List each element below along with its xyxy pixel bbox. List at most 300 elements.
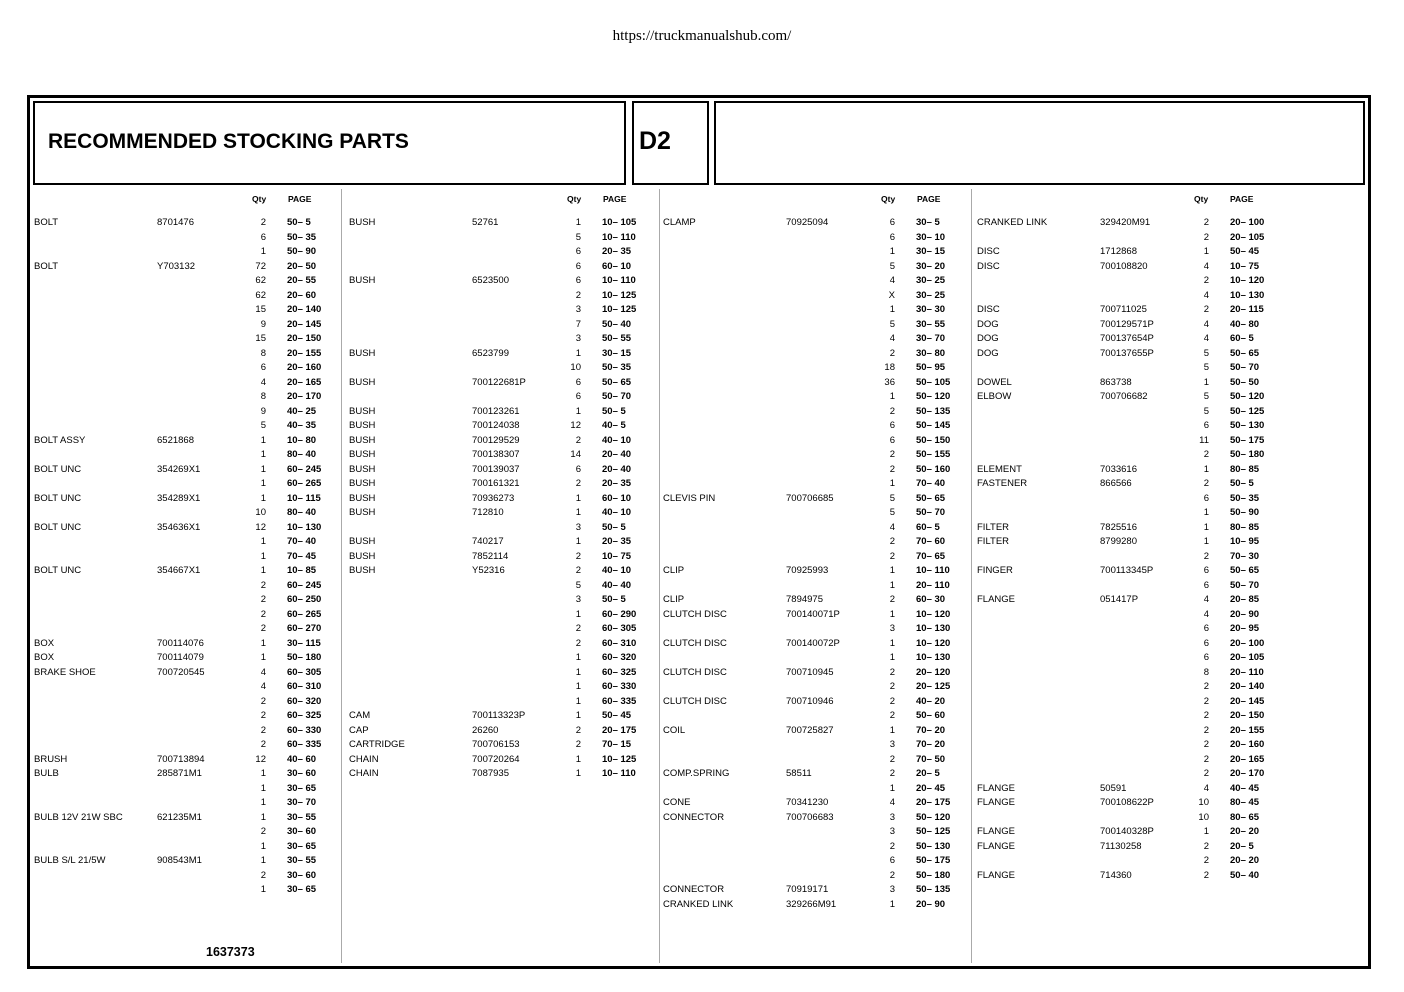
part-page-ref: 20– 40 bbox=[602, 463, 632, 475]
part-qty: 4 bbox=[1203, 782, 1209, 794]
part-page-ref: 50– 5 bbox=[602, 521, 626, 533]
part-page-ref: 20– 105 bbox=[1230, 231, 1265, 243]
part-page-ref: 60– 10 bbox=[602, 492, 632, 504]
part-description: DISC bbox=[977, 260, 1000, 272]
part-qty: 1 bbox=[575, 608, 581, 620]
part-description: BOLT UNC bbox=[34, 565, 82, 576]
part-page-ref: 20– 60 bbox=[287, 289, 317, 301]
part-number: 6521868 bbox=[157, 434, 194, 446]
part-description: FLANGE bbox=[977, 840, 1016, 852]
part-page-ref: 10– 95 bbox=[1230, 536, 1260, 547]
part-qty: 2 bbox=[1203, 710, 1209, 721]
part-qty: 8 bbox=[1203, 666, 1209, 678]
part-qty: 12 bbox=[570, 420, 581, 431]
part-number: 740217 bbox=[472, 536, 504, 547]
part-description: DISC bbox=[977, 246, 1000, 257]
part-page-ref: 50– 125 bbox=[1230, 405, 1265, 417]
part-page-ref: 20– 90 bbox=[1230, 608, 1260, 620]
part-qty: 2 bbox=[889, 550, 895, 562]
part-page-ref: 20– 150 bbox=[287, 333, 322, 344]
part-number: 7894975 bbox=[786, 594, 823, 605]
part-qty: 6 bbox=[1203, 652, 1209, 663]
part-page-ref: 20– 5 bbox=[916, 768, 940, 779]
part-qty: 8 bbox=[260, 391, 266, 402]
part-qty: 5 bbox=[889, 507, 895, 518]
part-page-ref: 30– 70 bbox=[287, 797, 317, 808]
part-qty: 1 bbox=[260, 550, 266, 562]
part-description: BOX bbox=[34, 637, 55, 649]
part-page-ref: 20– 95 bbox=[1230, 623, 1260, 634]
part-description: BUSH bbox=[349, 550, 376, 562]
part-description: FLANGE bbox=[977, 826, 1016, 837]
part-page-ref: 30– 15 bbox=[602, 347, 632, 359]
part-qty: 1 bbox=[1203, 826, 1209, 837]
part-page-ref: 10– 125 bbox=[602, 753, 637, 765]
part-page-ref: 10– 105 bbox=[602, 217, 637, 228]
qty-header: Qty bbox=[1194, 194, 1209, 204]
part-qty: 1 bbox=[260, 492, 266, 504]
part-page-ref: 50– 50 bbox=[1230, 376, 1260, 388]
part-qty: 6 bbox=[1203, 492, 1209, 504]
part-qty: 1 bbox=[575, 768, 581, 779]
part-qty: 2 bbox=[1203, 739, 1209, 750]
part-number: 700140328P bbox=[1100, 826, 1154, 837]
part-number: 712810 bbox=[472, 507, 504, 518]
part-description: BULB 12V 21W SBC bbox=[34, 811, 123, 823]
part-qty: 2 bbox=[260, 217, 266, 228]
part-qty: 3 bbox=[889, 811, 895, 823]
part-qty: 1 bbox=[260, 565, 266, 576]
part-page-ref: 60– 250 bbox=[287, 594, 322, 605]
part-page-ref: 20– 120 bbox=[916, 666, 951, 678]
part-number: 700140072P bbox=[786, 637, 840, 649]
column-divider bbox=[971, 189, 972, 963]
part-number: 700725827 bbox=[786, 724, 834, 736]
page-url[interactable]: https://truckmanualshub.com/ bbox=[612, 28, 792, 44]
part-page-ref: 20– 20 bbox=[1230, 855, 1260, 866]
part-number: 700114076 bbox=[157, 637, 204, 649]
part-number: 700137654P bbox=[1100, 333, 1154, 344]
part-number: 26260 bbox=[472, 724, 499, 736]
part-page-ref: 20– 175 bbox=[602, 724, 637, 736]
part-page-ref: 30– 65 bbox=[287, 840, 317, 852]
part-qty: 2 bbox=[1203, 768, 1209, 779]
part-number: 700711025 bbox=[1100, 304, 1147, 315]
part-number: 70936273 bbox=[472, 492, 515, 504]
part-description: COIL bbox=[663, 724, 686, 736]
part-description: CLUTCH DISC bbox=[663, 666, 727, 678]
part-page-ref: 50– 40 bbox=[1230, 869, 1260, 881]
part-number: Y52316 bbox=[472, 565, 505, 576]
part-number: 8799280 bbox=[1100, 536, 1137, 547]
part-description: BUSH bbox=[349, 463, 376, 475]
part-qty: 1 bbox=[889, 565, 895, 576]
part-qty: 14 bbox=[570, 449, 581, 460]
part-qty: 10 bbox=[1198, 797, 1209, 808]
part-page-ref: 60– 245 bbox=[287, 463, 322, 475]
part-qty: 2 bbox=[260, 623, 266, 634]
part-qty: 1 bbox=[575, 652, 581, 663]
part-page-ref: 20– 145 bbox=[287, 318, 322, 330]
part-description: BUSH bbox=[349, 478, 376, 489]
part-page-ref: 50– 5 bbox=[1230, 478, 1254, 489]
part-qty: 2 bbox=[1203, 449, 1209, 460]
part-qty: 1 bbox=[260, 434, 266, 446]
part-qty: 2 bbox=[260, 739, 266, 750]
part-qty: 6 bbox=[1203, 623, 1209, 634]
part-page-ref: 60– 305 bbox=[287, 666, 322, 678]
part-qty: 62 bbox=[255, 289, 266, 301]
part-qty: 5 bbox=[889, 318, 895, 330]
part-qty: 1 bbox=[260, 652, 266, 663]
part-description: ELBOW bbox=[977, 391, 1012, 402]
part-description: FLANGE bbox=[977, 594, 1016, 605]
part-description: BOLT UNC bbox=[34, 463, 82, 475]
part-qty: 2 bbox=[1203, 231, 1209, 243]
part-page-ref: 20– 140 bbox=[287, 304, 322, 315]
part-qty: 2 bbox=[575, 550, 581, 562]
part-page-ref: 20– 90 bbox=[916, 898, 946, 910]
part-qty: 2 bbox=[260, 579, 266, 591]
part-number: 58511 bbox=[786, 768, 812, 779]
part-page-ref: 50– 65 bbox=[602, 376, 632, 388]
part-page-ref: 10– 75 bbox=[1230, 260, 1260, 272]
part-page-ref: 50– 70 bbox=[602, 391, 632, 402]
page-title: RECOMMENDED STOCKING PARTS bbox=[48, 130, 409, 153]
part-qty: 5 bbox=[889, 260, 895, 272]
part-qty: 1 bbox=[260, 246, 266, 257]
part-page-ref: 20– 35 bbox=[602, 246, 632, 257]
part-qty: 1 bbox=[260, 840, 266, 852]
part-page-ref: 50– 155 bbox=[916, 449, 951, 460]
part-page-ref: 20– 165 bbox=[1230, 753, 1265, 765]
column-divider bbox=[659, 189, 660, 963]
part-number: 700114079 bbox=[157, 652, 204, 663]
part-number: 621235M1 bbox=[157, 811, 202, 823]
part-qty: 9 bbox=[260, 405, 266, 417]
part-page-ref: 50– 65 bbox=[1230, 565, 1260, 576]
part-page-ref: 50– 90 bbox=[287, 246, 317, 257]
part-qty: 2 bbox=[889, 405, 895, 417]
part-qty: 2 bbox=[260, 710, 266, 721]
part-page-ref: 30– 55 bbox=[287, 855, 317, 866]
part-qty: 1 bbox=[889, 246, 895, 257]
part-page-ref: 10– 130 bbox=[287, 521, 322, 533]
part-number: 700123261 bbox=[472, 405, 520, 417]
part-page-ref: 20– 105 bbox=[1230, 652, 1265, 663]
part-qty: 1 bbox=[889, 391, 895, 402]
part-number: 700140071P bbox=[786, 608, 840, 620]
part-qty: 4 bbox=[1203, 289, 1209, 301]
part-page-ref: 70– 20 bbox=[916, 724, 946, 736]
part-qty: 1 bbox=[260, 478, 266, 489]
part-qty: 1 bbox=[260, 536, 266, 547]
part-number: 700122681P bbox=[472, 376, 526, 388]
part-qty: 2 bbox=[575, 739, 581, 750]
part-description: BOLT UNC bbox=[34, 521, 82, 533]
part-description: BOLT bbox=[34, 260, 59, 272]
part-description: CARTRIDGE bbox=[349, 739, 405, 750]
part-qty: 5 bbox=[1203, 362, 1209, 373]
part-description: CRANKED LINK bbox=[663, 898, 734, 910]
part-qty: 2 bbox=[1203, 681, 1209, 692]
part-description: BUSH bbox=[349, 536, 376, 547]
part-page-ref: 20– 45 bbox=[916, 782, 946, 794]
part-page-ref: 20– 115 bbox=[1230, 304, 1264, 315]
part-description: FLANGE bbox=[977, 782, 1016, 794]
part-qty: 15 bbox=[255, 333, 266, 344]
part-qty: 10 bbox=[570, 362, 581, 373]
part-page-ref: 20– 35 bbox=[602, 478, 632, 489]
document-number: 1637373 bbox=[206, 945, 255, 959]
part-number: 700710945 bbox=[786, 666, 834, 678]
part-qty: 4 bbox=[1203, 594, 1209, 605]
part-page-ref: 30– 15 bbox=[916, 246, 946, 257]
part-page-ref: 50– 180 bbox=[916, 869, 951, 881]
part-number: 700108622P bbox=[1100, 797, 1154, 808]
part-page-ref: 20– 175 bbox=[916, 797, 951, 808]
part-page-ref: 50– 125 bbox=[916, 826, 951, 837]
part-page-ref: 40– 10 bbox=[602, 507, 632, 518]
part-number: 700720264 bbox=[472, 753, 520, 765]
part-qty: 1 bbox=[1203, 536, 1209, 547]
part-page-ref: 50– 5 bbox=[287, 217, 311, 228]
part-qty: 1 bbox=[889, 637, 895, 649]
part-qty: 2 bbox=[1203, 304, 1209, 315]
part-qty: 8 bbox=[260, 347, 266, 359]
part-qty: 2 bbox=[889, 840, 895, 852]
part-page-ref: 80– 40 bbox=[287, 449, 317, 460]
part-page-ref: 20– 140 bbox=[1230, 681, 1265, 692]
part-qty: 4 bbox=[889, 797, 895, 808]
part-page-ref: 50– 145 bbox=[916, 420, 951, 431]
part-page-ref: 50– 105 bbox=[916, 376, 951, 388]
part-page-ref: 70– 15 bbox=[602, 739, 632, 750]
part-number: 863738 bbox=[1100, 376, 1132, 388]
part-page-ref: 20– 160 bbox=[287, 362, 322, 373]
part-page-ref: 10– 85 bbox=[287, 565, 317, 576]
part-page-ref: 20– 170 bbox=[287, 391, 322, 402]
part-description: FINGER bbox=[977, 565, 1013, 576]
qty-header: Qty bbox=[252, 194, 267, 204]
column-divider bbox=[341, 189, 342, 963]
part-page-ref: 30– 30 bbox=[916, 304, 946, 315]
part-qty: 1 bbox=[889, 478, 895, 489]
part-page-ref: 50– 40 bbox=[602, 318, 632, 330]
part-page-ref: 50– 130 bbox=[916, 840, 951, 852]
part-qty: 11 bbox=[1199, 434, 1209, 446]
part-page-ref: 20– 145 bbox=[1230, 695, 1265, 707]
part-page-ref: 50– 65 bbox=[1230, 347, 1260, 359]
part-page-ref: 50– 70 bbox=[1230, 579, 1260, 591]
part-qty: 3 bbox=[889, 826, 895, 837]
part-page-ref: 50– 95 bbox=[916, 362, 946, 373]
part-qty: 5 bbox=[1203, 405, 1209, 417]
part-description: BRAKE SHOE bbox=[34, 666, 96, 678]
part-qty: 10 bbox=[255, 507, 266, 518]
part-description: CLUTCH DISC bbox=[663, 695, 727, 707]
part-qty: 2 bbox=[575, 637, 581, 649]
part-page-ref: 60– 320 bbox=[287, 695, 322, 707]
part-page-ref: 20– 85 bbox=[1230, 594, 1260, 605]
part-description: BUSH bbox=[349, 376, 376, 388]
page-header: PAGE bbox=[288, 194, 312, 204]
part-qty: 2 bbox=[260, 826, 266, 837]
part-page-ref: 40– 25 bbox=[287, 405, 317, 417]
part-page-ref: 60– 10 bbox=[602, 260, 632, 272]
part-page-ref: 50– 160 bbox=[916, 463, 951, 475]
page-header: PAGE bbox=[917, 194, 941, 204]
part-page-ref: 20– 165 bbox=[287, 376, 322, 388]
part-page-ref: 50– 5 bbox=[602, 405, 626, 417]
part-page-ref: 60– 330 bbox=[602, 681, 637, 692]
part-description: CLIP bbox=[663, 594, 685, 605]
part-qty: 6 bbox=[889, 231, 895, 243]
part-qty: 6 bbox=[889, 420, 895, 431]
part-number: 700706153 bbox=[472, 739, 520, 750]
part-qty: 5 bbox=[1203, 347, 1209, 359]
part-number: 7852114 bbox=[472, 550, 509, 562]
part-page-ref: 20– 155 bbox=[287, 347, 322, 359]
part-qty: 1 bbox=[575, 681, 581, 692]
part-page-ref: 30– 70 bbox=[916, 333, 946, 344]
part-page-ref: 50– 5 bbox=[602, 594, 626, 605]
part-page-ref: 60– 320 bbox=[602, 652, 637, 663]
part-number: 354289X1 bbox=[157, 492, 201, 504]
part-page-ref: 30– 60 bbox=[287, 768, 317, 779]
part-page-ref: 60– 310 bbox=[287, 681, 322, 692]
part-qty: 2 bbox=[1203, 478, 1209, 489]
part-description: CLUTCH DISC bbox=[663, 608, 727, 620]
part-qty: 15 bbox=[255, 304, 266, 315]
page-header: PAGE bbox=[603, 194, 627, 204]
part-qty: 6 bbox=[889, 217, 895, 228]
part-qty: X bbox=[888, 289, 895, 301]
part-page-ref: 70– 20 bbox=[916, 739, 946, 750]
part-page-ref: 10– 115 bbox=[287, 492, 321, 504]
part-page-ref: 50– 35 bbox=[602, 362, 632, 373]
part-qty: 2 bbox=[575, 724, 581, 736]
part-number: 1712868 bbox=[1100, 246, 1137, 257]
part-number: 700124038 bbox=[472, 420, 520, 431]
part-qty: 4 bbox=[260, 376, 266, 388]
part-description: FLANGE bbox=[977, 869, 1016, 881]
part-page-ref: 50– 35 bbox=[287, 231, 317, 243]
part-description: BRUSH bbox=[34, 753, 68, 765]
part-description: CONNECTOR bbox=[663, 884, 725, 895]
part-page-ref: 30– 115 bbox=[287, 637, 321, 649]
part-page-ref: 60– 290 bbox=[602, 608, 637, 620]
part-description: CLAMP bbox=[663, 217, 696, 228]
part-page-ref: 20– 110 bbox=[916, 579, 950, 591]
part-number: 700710946 bbox=[786, 695, 834, 707]
part-page-ref: 20– 100 bbox=[1230, 637, 1265, 649]
part-number: 700138307 bbox=[472, 449, 520, 460]
part-qty: 2 bbox=[1203, 724, 1209, 736]
part-qty: 3 bbox=[889, 739, 895, 750]
part-number: 329420M91 bbox=[1100, 217, 1151, 228]
part-qty: 6 bbox=[575, 391, 581, 402]
part-page-ref: 30– 60 bbox=[287, 869, 317, 881]
part-qty: 4 bbox=[1203, 333, 1209, 344]
part-number: 700139037 bbox=[472, 463, 520, 475]
part-description: ELEMENT bbox=[977, 463, 1022, 475]
part-page-ref: 50– 180 bbox=[287, 652, 322, 663]
part-page-ref: 50– 180 bbox=[1230, 449, 1265, 460]
part-description: DOWEL bbox=[977, 376, 1012, 388]
part-description: BULB S/L 21/5W bbox=[34, 855, 106, 866]
part-qty: 2 bbox=[1203, 217, 1209, 228]
part-qty: 2 bbox=[1203, 275, 1209, 286]
part-number: 714360 bbox=[1100, 869, 1132, 881]
part-number: 70925993 bbox=[786, 565, 829, 576]
part-qty: 2 bbox=[260, 695, 266, 707]
part-page-ref: 40– 40 bbox=[602, 579, 632, 591]
part-qty: 7 bbox=[575, 318, 581, 330]
part-page-ref: 30– 5 bbox=[916, 217, 940, 228]
part-page-ref: 60– 270 bbox=[287, 623, 322, 634]
part-number: 700113323P bbox=[472, 710, 526, 721]
blank-header-box bbox=[714, 101, 1365, 185]
part-qty: 1 bbox=[575, 536, 581, 547]
part-page-ref: 20– 55 bbox=[287, 275, 317, 286]
part-description: FILTER bbox=[977, 521, 1010, 533]
part-page-ref: 80– 65 bbox=[1230, 811, 1260, 823]
part-page-ref: 30– 60 bbox=[287, 826, 317, 837]
part-qty: 2 bbox=[1203, 695, 1209, 707]
part-qty: 2 bbox=[1203, 840, 1209, 852]
part-description: CAM bbox=[349, 710, 371, 721]
page-frame bbox=[27, 95, 1371, 969]
part-page-ref: 10– 120 bbox=[916, 637, 951, 649]
part-qty: 1 bbox=[889, 579, 895, 591]
part-qty: 1 bbox=[260, 797, 266, 808]
part-page-ref: 30– 80 bbox=[916, 347, 946, 359]
part-page-ref: 20– 160 bbox=[1230, 739, 1265, 750]
part-qty: 6 bbox=[575, 275, 581, 286]
part-page-ref: 50– 120 bbox=[1230, 391, 1265, 402]
part-qty: 6 bbox=[575, 463, 581, 475]
part-qty: 9 bbox=[260, 318, 266, 330]
part-page-ref: 50– 150 bbox=[916, 434, 951, 446]
part-description: CHAIN bbox=[349, 753, 379, 765]
part-qty: 2 bbox=[889, 768, 895, 779]
part-page-ref: 10– 110 bbox=[916, 565, 950, 576]
part-page-ref: 60– 310 bbox=[602, 637, 637, 649]
part-qty: 2 bbox=[889, 695, 895, 707]
part-description: FLANGE bbox=[977, 797, 1016, 808]
part-page-ref: 50– 120 bbox=[916, 391, 951, 402]
part-qty: 2 bbox=[260, 594, 266, 605]
part-number: 700129529 bbox=[472, 434, 520, 446]
part-page-ref: 30– 25 bbox=[916, 275, 946, 286]
part-qty: 3 bbox=[889, 623, 895, 634]
part-description: BOLT UNC bbox=[34, 492, 82, 504]
part-page-ref: 30– 55 bbox=[916, 318, 946, 330]
part-description: DOG bbox=[977, 318, 999, 330]
part-page-ref: 10– 110 bbox=[602, 231, 636, 243]
part-page-ref: 20– 100 bbox=[1230, 217, 1265, 228]
part-page-ref: 20– 20 bbox=[1230, 826, 1260, 837]
part-qty: 2 bbox=[260, 608, 266, 620]
part-number: 866566 bbox=[1100, 478, 1132, 489]
part-qty: 2 bbox=[889, 536, 895, 547]
part-page-ref: 80– 85 bbox=[1230, 521, 1260, 533]
part-qty: 2 bbox=[575, 289, 581, 301]
part-description: DOG bbox=[977, 347, 999, 359]
part-number: 329266M91 bbox=[786, 898, 837, 910]
part-qty: 6 bbox=[1203, 565, 1209, 576]
